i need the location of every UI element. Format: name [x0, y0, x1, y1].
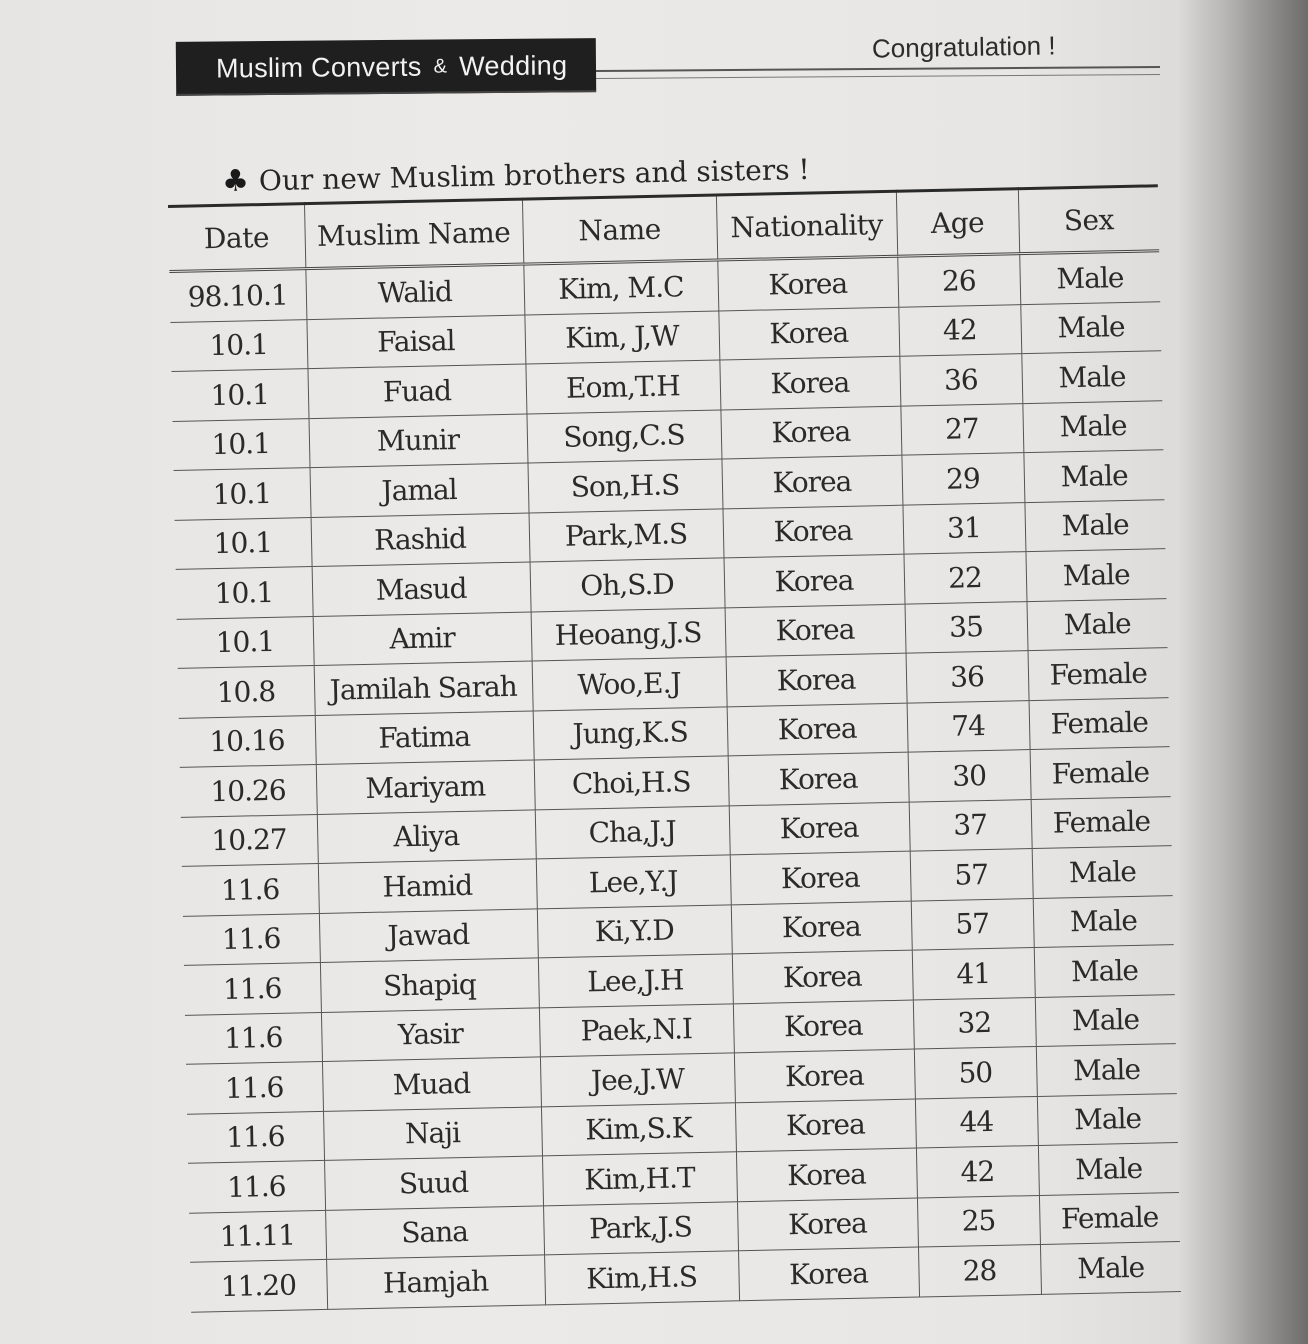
cell-muslim-name: Walid — [305, 264, 524, 319]
cell-date: 10.1 — [171, 369, 308, 421]
cell-sex: Male — [1035, 994, 1176, 1046]
cell-age: 41 — [912, 948, 1035, 1000]
cell-sex: Male — [1038, 1143, 1179, 1195]
cell-name: Cha,J.J — [535, 805, 730, 859]
cell-nationality: Korea — [719, 356, 900, 409]
cell-name: Woo,E.J — [532, 657, 727, 711]
cell-name: Jee,J.W — [540, 1053, 735, 1107]
cell-sex: Male — [1033, 895, 1174, 947]
cell-muslim-name: Rashid — [311, 513, 530, 567]
cell-sex: Male — [1019, 251, 1160, 304]
section-label-ampersand: & — [433, 54, 448, 78]
cell-age: 42 — [916, 1145, 1039, 1197]
cell-age: 44 — [915, 1096, 1038, 1148]
cell-muslim-name: Fuad — [307, 364, 526, 418]
column-header-name: Name — [522, 195, 717, 264]
cell-muslim-name: Munir — [308, 414, 527, 468]
section-label-part1: Muslim Converts — [215, 51, 422, 83]
cell-sex: Female — [1029, 697, 1170, 749]
cell-muslim-name: Yasir — [321, 1007, 540, 1061]
cell-date: 11.6 — [185, 1012, 322, 1064]
cell-nationality: Korea — [720, 406, 901, 459]
cell-nationality: Korea — [728, 752, 909, 805]
cell-date: 10.16 — [179, 715, 316, 767]
cell-age: 57 — [910, 849, 1033, 901]
cell-date: 10.1 — [176, 567, 313, 619]
cell-sex: Male — [1022, 400, 1163, 452]
cell-date: 11.11 — [189, 1210, 326, 1262]
cell-muslim-name: Masud — [312, 562, 531, 616]
cell-nationality: Korea — [733, 1000, 914, 1053]
cell-date: 10.1 — [174, 468, 311, 520]
cell-sex: Male — [1040, 1242, 1181, 1294]
cell-sex: Female — [1030, 747, 1171, 799]
cell-date: 10.1 — [170, 319, 307, 371]
cell-age: 27 — [900, 403, 1023, 455]
cell-date: 10.27 — [181, 814, 318, 866]
cell-nationality: Korea — [734, 1049, 915, 1102]
cell-sex: Male — [1026, 598, 1167, 650]
cell-age: 42 — [898, 304, 1021, 356]
cell-age: 37 — [909, 799, 1032, 851]
cell-nationality: Korea — [736, 1148, 917, 1201]
cell-date: 10.26 — [180, 765, 317, 817]
cell-date: 11.6 — [184, 962, 321, 1014]
cell-name: Park,M.S — [529, 508, 724, 562]
cell-sex: Male — [1037, 1093, 1178, 1145]
cell-age: 30 — [908, 750, 1031, 802]
cell-nationality: Korea — [735, 1099, 916, 1152]
table-body — [169, 251, 1181, 1312]
converts-table — [168, 184, 1181, 1312]
cell-sex: Female — [1039, 1192, 1180, 1244]
cell-nationality: Korea — [722, 505, 903, 558]
cell-nationality: Korea — [729, 802, 910, 855]
cell-name: Park,J.S — [543, 1201, 738, 1255]
cell-date: 11.20 — [190, 1259, 327, 1311]
cell-name: Lee,Y.J — [536, 855, 731, 909]
cell-date: 98.10.1 — [169, 269, 306, 322]
cell-muslim-name: Shapiq — [320, 958, 539, 1012]
cell-age: 32 — [913, 997, 1036, 1049]
cell-nationality: Korea — [737, 1198, 918, 1251]
column-header-sex: Sex — [1063, 202, 1115, 237]
cell-name: Choi,H.S — [534, 756, 729, 810]
cell-date: 11.6 — [182, 864, 319, 916]
cell-nationality: Korea — [725, 604, 906, 657]
cell-name: Heoang,J.S — [531, 607, 726, 661]
cell-muslim-name: Hamjah — [326, 1255, 545, 1309]
cell-age: 28 — [918, 1244, 1041, 1296]
cell-date: 11.6 — [188, 1160, 325, 1212]
cell-name: Kim,H.S — [544, 1251, 739, 1305]
cell-age: 36 — [899, 354, 1022, 406]
cell-sex: Male — [1034, 945, 1175, 997]
cell-name: Kim,H.T — [542, 1152, 737, 1206]
cell-muslim-name: Naji — [323, 1106, 542, 1160]
column-header-muslim-name: Muslim Name — [304, 199, 523, 269]
cell-nationality: Korea — [732, 950, 913, 1003]
cell-nationality: Korea — [738, 1247, 919, 1300]
section-title-text: Our new Muslim brothers and sisters ! — [258, 152, 811, 198]
cell-name: Lee,J.H — [538, 954, 733, 1008]
cell-date: 11.6 — [183, 913, 320, 965]
cell-muslim-name: Aliya — [317, 809, 536, 863]
cell-name: Oh,S.D — [530, 558, 725, 612]
cell-muslim-name: Faisal — [306, 315, 525, 369]
cell-muslim-name: Fatima — [315, 710, 534, 764]
cell-age: 26 — [897, 254, 1020, 307]
cell-nationality: Korea — [717, 256, 898, 310]
cell-date: 10.1 — [173, 418, 310, 470]
cell-muslim-name: Jawad — [319, 908, 538, 962]
cell-muslim-name: Sana — [325, 1205, 544, 1259]
congratulation-heading: Congratulation ! — [871, 30, 1056, 64]
cell-nationality: Korea — [726, 653, 907, 706]
cell-age: 74 — [907, 700, 1030, 752]
cell-name: Son,H.S — [527, 459, 722, 513]
cell-name: Eom,T.H — [525, 360, 720, 414]
converts-table-wrapper — [168, 184, 1181, 1312]
cell-name: Kim, M.C — [523, 260, 718, 315]
cell-age: 36 — [906, 651, 1029, 703]
cell-age: 35 — [905, 601, 1028, 653]
cell-muslim-name: Jamilah Sarah — [314, 661, 533, 715]
cell-nationality: Korea — [731, 901, 912, 954]
cell-sex: Male — [1020, 301, 1161, 353]
cell-name: Song,C.S — [526, 409, 721, 463]
cell-date: 10.1 — [175, 517, 312, 569]
cell-age: 25 — [917, 1195, 1040, 1247]
cell-muslim-name: Hamid — [318, 859, 537, 913]
cell-sex: Male — [1024, 499, 1165, 551]
cell-date: 10.1 — [177, 616, 314, 668]
cell-date: 10.8 — [178, 666, 315, 718]
cell-nationality: Korea — [727, 703, 908, 756]
cell-name: Ki,Y.D — [537, 904, 732, 958]
cell-muslim-name: Mariyam — [316, 760, 535, 814]
cell-sex: Female — [1031, 796, 1172, 848]
cell-age: 57 — [911, 898, 1034, 950]
cell-nationality: Korea — [730, 851, 911, 904]
cell-sex: Male — [1025, 549, 1166, 601]
cell-nationality: Korea — [718, 307, 899, 360]
cell-sex: Male — [1021, 351, 1162, 403]
section-label-bar — [176, 38, 596, 96]
club-icon: ♣ — [221, 163, 250, 200]
cell-sex: Male — [1032, 846, 1173, 898]
cell-sex: Female — [1028, 648, 1169, 700]
cell-age: 22 — [903, 552, 1026, 604]
cell-age: 29 — [901, 453, 1024, 505]
cell-name: Jung,K.S — [533, 706, 728, 760]
column-header-nationality: Nationality — [716, 191, 897, 260]
cell-date: 11.6 — [187, 1111, 324, 1163]
cell-age: 31 — [902, 502, 1025, 554]
cell-muslim-name: Jamal — [310, 463, 529, 517]
cell-name: Paek,N.I — [539, 1003, 734, 1057]
cell-sex: Male — [1036, 1044, 1177, 1096]
column-header-age: Age — [896, 189, 1019, 257]
book-binding-shadow — [1178, 0, 1308, 1344]
cell-muslim-name: Amir — [313, 611, 532, 665]
cell-muslim-name: Suud — [324, 1156, 543, 1210]
cell-muslim-name: Muad — [322, 1057, 541, 1111]
cell-name: Kim,S.K — [541, 1102, 736, 1156]
cell-sex: Male — [1023, 450, 1164, 502]
column-header-date: Date — [168, 204, 305, 272]
cell-nationality: Korea — [724, 554, 905, 607]
cell-nationality: Korea — [721, 455, 902, 508]
cell-name: Kim, J,W — [524, 310, 719, 364]
cell-date: 11.6 — [186, 1061, 323, 1113]
cell-age: 50 — [914, 1047, 1037, 1099]
section-label-part2: Wedding — [459, 49, 568, 81]
